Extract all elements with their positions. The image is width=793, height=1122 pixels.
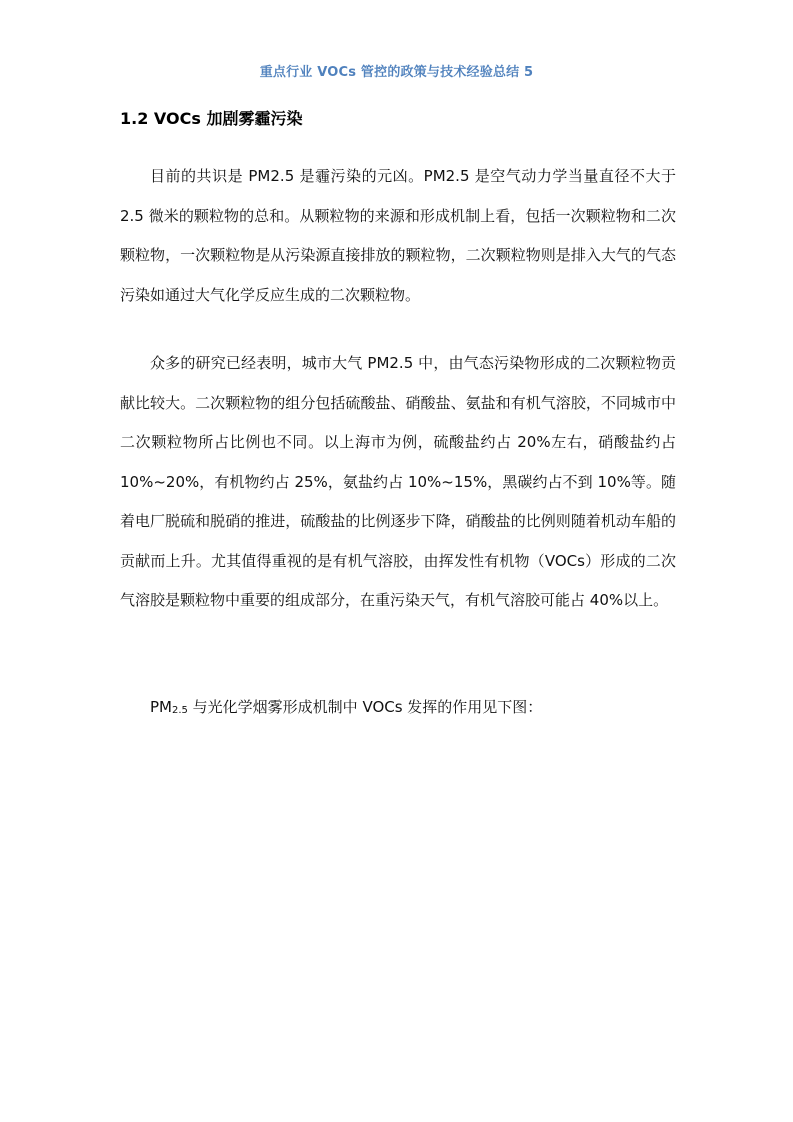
figure-intro-suffix: 与光化学烟雾形成机制中 VOCs 发挥的作用见下图： — [187, 698, 543, 716]
figure-placeholder — [120, 750, 676, 1070]
body-paragraph: 众多的研究已经表明，城市大气 PM2.5 中，由气态污染物形成的二次颗粒物贡献比较大。二次颗粒物的组分包括硫酸盐、硝酸盐、氨盐和有机气溶胶，不同城市中二次颗粒物所占比例也不同。以上海市为例，硫酸盐约占 20%左右，硝酸盐约占 10%~20%，有机物约占 25%，氨盐约占 10%~15%，黑碳约占不到 10%等。随着电厂脱硫和脱硝的推进，硫酸盐的比例逐步下降，硝酸盐的比例则随着机动车船的贡献而上升。尤其值得重视的是有机气溶胶，由挥发性有机物（VOCs）形成的二次气溶胶是颗粒物中重要的组成部分，在重污染天气，有机气溶胶可能占 40%以上。 — [120, 354, 676, 609]
section-heading: 1.2 VOCs 加剧雾霾污染 — [120, 109, 303, 128]
figure-intro-prefix: PM — [150, 698, 172, 716]
figure-intro-paragraph — [120, 688, 676, 731]
body-paragraph: 目前的共识是 PM2.5 是霾污染的元凶。PM2.5 是空气动力学当量直径不大于 2.5 微米的颗粒物的总和。从颗粒物的来源和形成机制上看，包括一次颗粒物和二次颗粒物，一次颗粒物是从污染源直接排放的颗粒物，二次颗粒物则是排入大气的气态污染如通过大气化学反应生成的二次颗粒物。 — [120, 167, 676, 304]
running-header: 重点行业 VOCs 管控的政策与技术经验总结 5 — [259, 65, 534, 80]
figure-intro-subscript: 2.5 — [172, 705, 188, 716]
